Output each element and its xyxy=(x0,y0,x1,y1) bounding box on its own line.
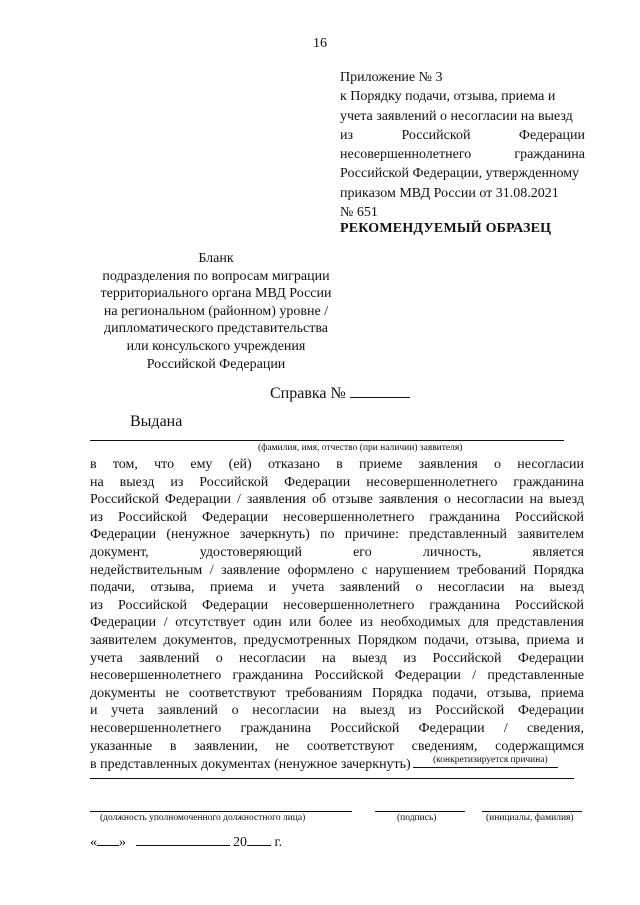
body-line: на выезд из Российской Федерации несовершеннолетнего гражданина xyxy=(90,474,584,490)
initials-caption: (инициалы, фамилия) xyxy=(486,813,574,823)
appendix-line: учета заявлений о несогласии на выезд xyxy=(340,108,573,124)
body-line: подачи, отзыва, приема и учета заявлений о несогласии на выезд xyxy=(90,580,584,596)
body-line: из Российской Федерации несовершеннолетнего гражданина Российской xyxy=(90,597,584,613)
page-number: 16 xyxy=(313,36,327,51)
appendix-line: несовершеннолетнего гражданина xyxy=(340,147,585,163)
appendix-header xyxy=(340,68,585,222)
certificate-number-field[interactable] xyxy=(350,383,410,398)
date-field xyxy=(90,833,282,851)
appendix-line: к Порядку подачи, отзыва, приема и xyxy=(340,89,556,105)
date-day-field[interactable] xyxy=(97,833,119,846)
body-line: заявителем документов, предусмотренных Порядком подачи, отзыва, приема и xyxy=(90,632,584,648)
blank-line: территориального органа МВД России xyxy=(100,286,332,302)
reason-caption: (конкретизируется причина) xyxy=(433,755,548,765)
body-line: Федерации (ненужное зачеркнуть) по причине: представленный заявителем xyxy=(90,527,584,543)
blank-line: дипломатического представительства xyxy=(104,321,328,337)
body-line: учета заявлений о несогласии на выезд из Российской Федерации xyxy=(90,650,584,666)
body-line: в том, что ему (ей) отказано в приеме заявления о несогласии xyxy=(90,457,584,472)
recommended-sample-heading: РЕКОМЕНДУЕМЫЙ ОБРАЗЕЦ xyxy=(340,221,552,236)
body-line: Федерации / отсутствует один или более из необходимых для представления xyxy=(90,615,584,631)
date-open-quote: « xyxy=(90,835,97,850)
body-line: Российской Федерации / заявления об отзыве заявления о несогласии на выезд xyxy=(90,492,584,508)
signature-caption: (подпись) xyxy=(397,813,437,823)
certificate-label: Справка № xyxy=(270,385,346,402)
body-line: несовершеннолетнего гражданина Российской Федерации / сведения, xyxy=(90,720,584,736)
date-close-quote: » xyxy=(119,835,126,850)
initials-line[interactable] xyxy=(482,811,582,812)
blank-line: Бланк xyxy=(198,251,234,266)
body-line: документ, удостоверяющий его личность, является xyxy=(90,544,584,560)
body-text xyxy=(90,456,584,774)
applicant-name-line[interactable] xyxy=(90,440,564,441)
body-line: и учета заявлений о несогласии на выезд из Российской Федерации xyxy=(90,703,584,719)
blank-header xyxy=(96,250,336,373)
body-line: несовершеннолетнего гражданина Российской Федерации / представленные xyxy=(90,668,584,684)
date-year-field[interactable] xyxy=(247,833,271,846)
appendix-line: № 651 xyxy=(340,205,378,221)
position-line[interactable] xyxy=(90,811,352,812)
date-year-suffix: г. xyxy=(274,835,283,850)
certificate-number xyxy=(270,383,410,403)
blank-line: на региональном (районном) уровне / xyxy=(103,303,329,319)
appendix-line: из Российской Федерации xyxy=(340,127,585,143)
applicant-name-caption: (фамилия, имя, отчество (при наличии) заявителя) xyxy=(258,443,463,453)
issued-label: Выдана xyxy=(130,413,183,430)
blank-line: или консульского учреждения xyxy=(126,338,306,354)
appendix-line: Российской Федерации, утвержденному xyxy=(340,166,580,182)
blank-line: подразделения по вопросам миграции xyxy=(102,268,330,284)
body-line: из Российской Федерации несовершеннолетнего гражданина Российской xyxy=(90,509,584,525)
date-year-prefix: 20 xyxy=(233,835,247,850)
body-line: документы не соответствуют требованиям Порядка подачи, отзыва, приема xyxy=(90,685,584,701)
reason-continuation-line[interactable] xyxy=(90,778,574,779)
appendix-line: приказом МВД России от 31.08.2021 xyxy=(340,185,559,201)
blank-line: Российской Федерации xyxy=(146,356,286,372)
position-caption: (должность уполномоченного должностного лица) xyxy=(100,813,306,823)
signature-line[interactable] xyxy=(375,811,465,812)
appendix-line: Приложение № 3 xyxy=(340,70,443,85)
body-line: недействительным / заявление оформлено с нарушением требований Порядка xyxy=(90,562,584,578)
body-line: указанные в заявлении, не соответствуют сведениям, содержащимся xyxy=(90,738,584,754)
body-line: в представленных документах (ненужное зачеркнуть) xyxy=(90,757,411,773)
date-month-field[interactable] xyxy=(136,833,230,846)
